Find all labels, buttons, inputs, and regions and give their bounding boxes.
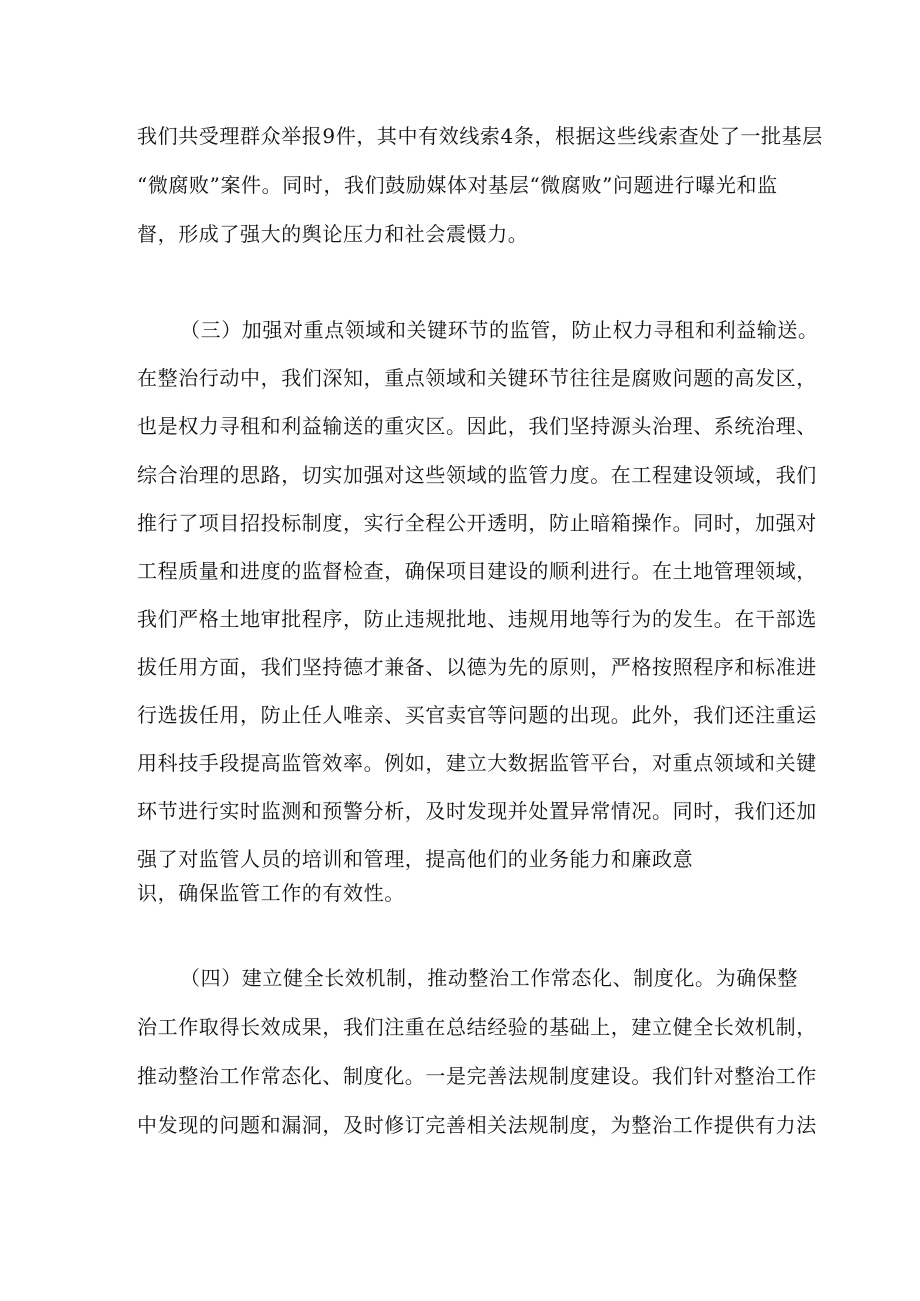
paragraph-2-line-3: 也是权力寻租和利益输送的重灾区。因此，我们坚持源头治理、系统治理、 <box>137 414 817 438</box>
paragraph-1-line-1: 我们共受理群众举报9件，其中有效线索4条，根据这些线索查处了一批基层 <box>137 124 823 148</box>
paragraph-2-line-13: 识，确保监管工作的有效性。 <box>137 881 405 905</box>
paragraph-3-line-3: 推动整治工作常态化、制度化。一是完善法规制度建设。我们针对整治工作 <box>137 1064 817 1088</box>
paragraph-2-line-2: 在整治行动中，我们深知，重点领域和关键环节往往是腐败问题的高发区， <box>137 366 817 390</box>
paragraph-2-heading-line: （三）加强对重点领域和关键环节的监管，防止权力寻租和利益输送。 <box>180 318 819 342</box>
paragraph-3-line-2: 治工作取得长效成果，我们注重在总结经验的基础上，建立健全长效机制， <box>137 1015 817 1039</box>
paragraph-3-heading-line: （四）建立健全长效机制，推动整治工作常态化、制度化。为确保整 <box>180 966 798 990</box>
paragraph-2-line-11: 环节进行实时监测和预警分析，及时发现并处置异常情况。同时，我们还加 <box>137 799 817 823</box>
paragraph-2-line-8: 拔任用方面，我们坚持德才兼备、以德为先的原则，严格按照程序和标准进 <box>137 655 817 679</box>
paragraph-2-line-12: 强了对监管人员的培训和管理，提高他们的业务能力和廉政意 <box>137 847 694 871</box>
paragraph-3-line-4: 中发现的问题和漏洞，及时修订完善相关法规制度，为整治工作提供有力法 <box>137 1113 817 1137</box>
paragraph-1-line-3: 督，形成了强大的舆论压力和社会震慑力。 <box>137 222 529 246</box>
paragraph-1-line-2: “微腐败”案件。同时，我们鼓励媒体对基层“微腐败”问题进行曝光和监 <box>137 173 778 197</box>
paragraph-2-line-10: 用科技手段提高监管效率。例如，建立大数据监管平台，对重点领域和关键 <box>137 751 817 775</box>
paragraph-2-line-5: 推行了项目招投标制度，实行全程公开透明，防止暗箱操作。同时，加强对 <box>137 511 817 535</box>
paragraph-2-line-4: 综合治理的思路，切实加强对这些领域的监管力度。在工程建设领域，我们 <box>137 463 817 487</box>
paragraph-2-line-9: 行选拔任用，防止任人唯亲、买官卖官等问题的出现。此外，我们还注重运 <box>137 703 817 727</box>
paragraph-2-line-7: 我们严格土地审批程序，防止违规批地、违规用地等行为的发生。在干部选 <box>137 607 817 631</box>
paragraph-2-line-6: 工程质量和进度的监督检查，确保项目建设的顺利进行。在土地管理领域， <box>137 559 817 583</box>
